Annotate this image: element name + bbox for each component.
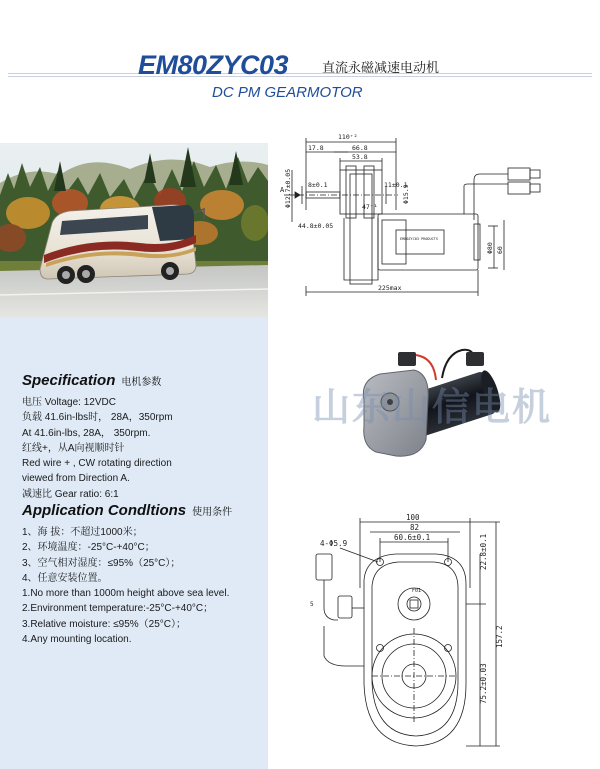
dim-label-12-7: Φ12.7±0.05 (284, 168, 292, 208)
application-heading (22, 502, 266, 519)
dim-label-66-8: 66.8 (352, 144, 368, 152)
side-view-drawing (278, 130, 592, 300)
app-line: 4、任意安装位置。 (22, 572, 108, 584)
dim-label-225: 225max (378, 284, 402, 292)
spec-line: Red wire + , CW rotating direction (22, 458, 172, 470)
dim-label-47: 47⁺¹ (362, 203, 378, 211)
dim-label-110: 110⁺² (338, 133, 358, 141)
spec-line: 红线+，从A向视顺时针 (22, 442, 125, 454)
watermark: 山东山信电机 (312, 387, 553, 429)
app-line: 3、空气相对湿度：≤95%（25°C）； (22, 557, 181, 569)
spec-line: 减速比 Gear ratio: 6:1 (22, 488, 119, 500)
dim-label-11: 11±0.1 (384, 181, 408, 189)
connector (316, 554, 332, 580)
part-label-f01: F01 (412, 588, 422, 594)
application-subtitle: 使用条件 (192, 507, 233, 518)
header-rule-top (8, 73, 592, 74)
spec-line: 电压 Voltage: 12VDC (22, 397, 116, 408)
english-title: DC PM GEARMOTOR (212, 84, 363, 101)
dim-label-82: 82 (410, 523, 420, 532)
dim-label-15-9: Φ15.9 (402, 184, 410, 204)
spec-line: At 41.6in-lbs, 28A， 350rpm. (22, 427, 151, 439)
header-rule-bottom (8, 76, 592, 77)
spec-line: viewed from Direction A. (22, 473, 130, 485)
motor-body (378, 214, 478, 270)
dim-label-53-8: 53.8 (352, 153, 368, 161)
nameplate-text: EM80ZYC03 PRODUCTS (400, 237, 438, 241)
dim-label-17-8: 17.8 (308, 144, 324, 152)
app-line: 1、海 拔：不超过1000米； (22, 527, 143, 538)
app-line: 1.No more than 1000m height above sea level. (22, 588, 230, 600)
dim-label-60-6: 60.6±0.1 (394, 533, 431, 542)
model-title: EM80ZYC03 (138, 50, 289, 80)
bus-photo (0, 143, 268, 318)
direction-label-a: A (280, 186, 285, 194)
header (0, 0, 600, 110)
dim-label-44-8: 44.8±0.05 (298, 222, 334, 230)
app-line: 2.Environment temperature:-25°C-+40°C； (22, 603, 214, 615)
specification-heading (22, 372, 266, 389)
specification-title: Specification (22, 372, 116, 389)
application-section (22, 502, 266, 647)
dim-label-5: 5 (310, 601, 314, 608)
application-title: Application Condltions (22, 502, 187, 519)
dim-label-80: Φ80 (486, 242, 494, 254)
app-line: 4.Any mounting location. (22, 634, 132, 646)
app-line: 3.Relative moisture: ≤95%（25°C）； (22, 618, 186, 630)
dim-label-22-8: 22.8±0.1 (479, 533, 488, 570)
dim-label-60: 60 (496, 246, 504, 254)
dim-label-75-2: 75.2±0.03 (479, 663, 488, 704)
app-line: 2、环境温度：-25°C-+40°C； (22, 542, 155, 554)
spec-line: 负载 41.6in-lbs时， 28A，350rpm (22, 412, 173, 424)
dim-label-8: 8±0.1 (308, 181, 328, 189)
wire-harness (474, 174, 508, 220)
dim-label-100: 100 (406, 513, 420, 522)
specification-subtitle: 电机参数 (121, 377, 162, 388)
front-view-drawing (300, 508, 510, 760)
specification-section (22, 372, 266, 502)
nameplate (396, 230, 444, 254)
dim-label-157-2: 157.2 (495, 625, 504, 648)
dim-label-holes: 4-Φ5.9 (320, 539, 348, 548)
chinese-title: 直流永磁减速电动机 (322, 60, 440, 75)
